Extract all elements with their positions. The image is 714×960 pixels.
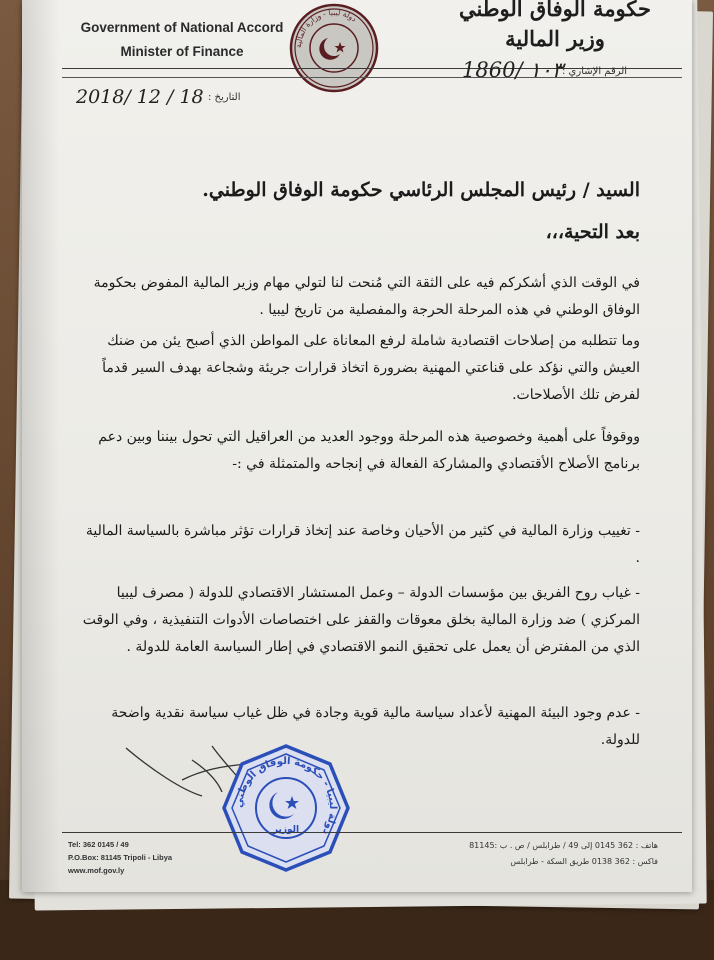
date-label: التاريخ : — [208, 92, 241, 103]
reference-number: 1860/ ١٠٣ — [462, 58, 564, 82]
letter-page — [22, 0, 692, 892]
footer-divider — [62, 832, 682, 833]
date-value: 2018/ 12 / 18 — [76, 86, 204, 108]
english-letterhead — [62, 16, 302, 64]
arabic-letterhead-line1: حكومة الوفاق الوطني — [458, 0, 651, 21]
official-stamp-icon — [220, 742, 352, 874]
greeting-line: بعد التحية،،، — [545, 221, 640, 243]
footer-pobox: P.O.Box: 81145 Tripoli - Libya — [68, 853, 173, 862]
page-fold-shadow — [22, 0, 60, 892]
letter-paragraph: ووقوفاً على أهمية وخصوصية هذه المرحلة ووجود العديد من العراقيل التي تحول بيننا وبين دعم برنامج الأصلاح الأقتصادي والمشاركة الفعالة في إنجاحه والمتمثلة في :- — [98, 429, 640, 472]
ministry-seal-icon — [288, 2, 380, 94]
footer-web: www.mof.gov.ly — [68, 866, 125, 875]
english-footer — [68, 838, 172, 877]
english-letterhead-line1: Government of National Accord — [80, 20, 284, 35]
reference-label: الرقم الإشاري : — [562, 66, 628, 77]
stamp-ring-text: دولة ليبيا - حكومة الوفاق الوطني — [233, 755, 339, 837]
footer-tel: Tel: 362 0145 / 49 — [68, 840, 129, 849]
footer-phone-ar: هاتف : 362 0145 إلى 49 / طرابلس / ص . ب :81145 — [469, 841, 658, 850]
letter-paragraph: وما تتطلبه من إصلاحات اقتصادية شاملة لرفع المعاناة على المواطن الذي أصبح يئن من ضنك العيش والتي نؤكد على قناعتي المهنية بضرورة اتخاذ قرارات جريئة وشجاعة بهدف السير قدماً لفرض تلك الأصلاحات. — [102, 333, 640, 403]
letter-paragraph: في الوقت الذي أشكركم فيه على الثقة التي مُنحت لنا لتولي مهام وزير المالية المفوض بحكومة الوفاق الوطني في هذه المرحلة الحرجة والمفصلية من تاريخ ليبيا . — [93, 275, 640, 318]
english-letterhead-line2: Minister of Finance — [120, 44, 244, 59]
issue-bullet: - غياب روح الفريق بين مؤسسات الدولة – وعمل المستشار الاقتصادي للدولة ( مصرف ليبيا المركزي ) ضد وزارة المالية بخلق معوقات والقفز على اختصاصات الأدوات التنفيذية ، وفي الوقت الذي من المفترض أن يعمل على تحقيق النمو الاقتصادي في إطار السياسة العامة للدولة . — [82, 585, 640, 655]
arabic-letterhead-line2: وزير المالية — [505, 26, 605, 51]
header-divider — [62, 77, 682, 78]
issue-bullet: - عدم وجود البيئة المهنية لأعداد سياسة مالية قوية وجادة في ظل غياب سياسة نقدية واضحة للدولة. — [111, 705, 640, 748]
top-seal-text: دولة ليبيا - وزارة المالية — [293, 7, 359, 49]
arabic-letterhead — [450, 0, 660, 52]
stamp-center-text: الوزير — [272, 825, 300, 835]
arabic-footer — [378, 838, 658, 870]
footer-fax-ar: فاكس : 362 0138 طريق السكة - طرابلس — [510, 857, 658, 866]
issue-bullet: - تغييب وزارة المالية في كثير من الأحيان وخاصة عند إتخاذ قرارات تؤثر مباشرة بالسياسة المالية . — [85, 523, 640, 566]
addressee-line: السيد / رئيس المجلس الرئاسي حكومة الوفاق الوطني. — [202, 179, 640, 201]
